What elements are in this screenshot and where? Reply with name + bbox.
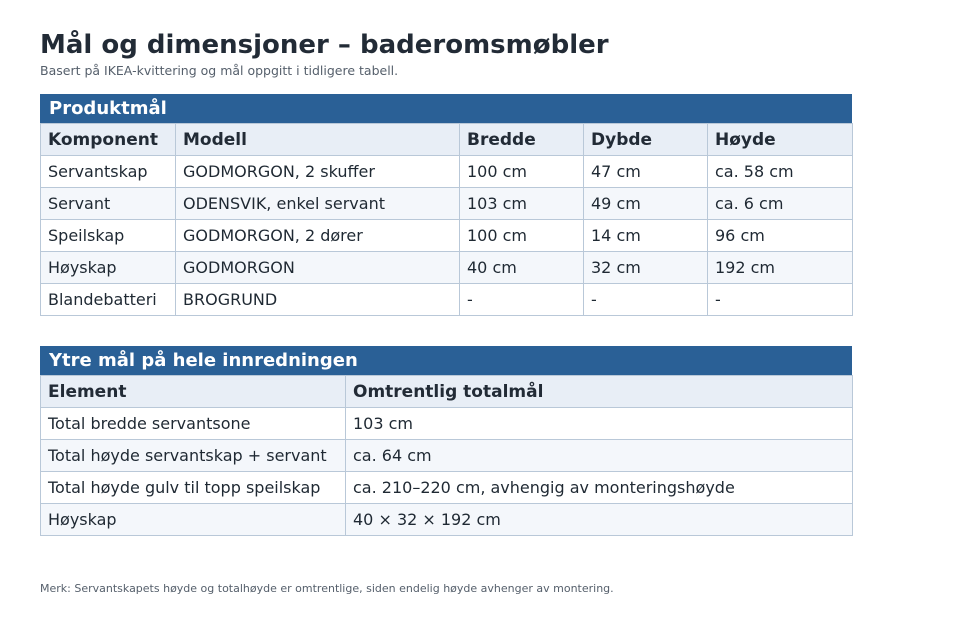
total-dimensions-table	[40, 375, 853, 536]
table-header-row	[41, 124, 853, 156]
column-header: Modell	[176, 124, 460, 156]
table-row	[41, 156, 853, 188]
table-cell: -	[584, 284, 708, 316]
table-cell: ca. 210–220 cm, avhengig av monteringshøyde	[346, 472, 853, 504]
table-cell: 192 cm	[708, 252, 853, 284]
section-title-total: Ytre mål på hele innredningen	[40, 346, 852, 375]
column-header: Bredde	[460, 124, 584, 156]
table-cell: GODMORGON, 2 skuffer	[176, 156, 460, 188]
table-header-row	[41, 376, 853, 408]
table-cell: 96 cm	[708, 220, 853, 252]
table-cell: 100 cm	[460, 220, 584, 252]
table-cell: 14 cm	[584, 220, 708, 252]
table-cell: Total bredde servantsone	[41, 408, 346, 440]
table-row	[41, 252, 853, 284]
page-subtitle: Basert på IKEA-kvittering og mål oppgitt i tidligere tabell.	[40, 63, 399, 78]
table-cell: -	[708, 284, 853, 316]
column-header: Dybde	[584, 124, 708, 156]
table-row	[41, 440, 853, 472]
table-row	[41, 408, 853, 440]
table-cell: ca. 6 cm	[708, 188, 853, 220]
table-cell: GODMORGON	[176, 252, 460, 284]
table-row	[41, 472, 853, 504]
table-cell: Total høyde gulv til topp speilskap	[41, 472, 346, 504]
table-cell: 103 cm	[460, 188, 584, 220]
total-dimensions-section	[40, 346, 852, 536]
table-cell: 100 cm	[460, 156, 584, 188]
column-header: Element	[41, 376, 346, 408]
table-cell: 47 cm	[584, 156, 708, 188]
table-cell: Høyskap	[41, 252, 176, 284]
table-row	[41, 504, 853, 536]
page-title: Mål og dimensjoner – baderomsmøbler	[40, 30, 609, 60]
table-cell: -	[460, 284, 584, 316]
table-cell: 103 cm	[346, 408, 853, 440]
footnote: Merk: Servantskapets høyde og totalhøyde er omtrentlige, siden endelig høyde avhenger av montering.	[40, 582, 614, 595]
table-cell: Speilskap	[41, 220, 176, 252]
table-cell: Servant	[41, 188, 176, 220]
document-page	[40, 28, 852, 536]
table-row	[41, 284, 853, 316]
table-cell: 32 cm	[584, 252, 708, 284]
table-cell: Blandebatteri	[41, 284, 176, 316]
table-cell: ca. 64 cm	[346, 440, 853, 472]
table-cell: 40 cm	[460, 252, 584, 284]
table-cell: Høyskap	[41, 504, 346, 536]
table-cell: ca. 58 cm	[708, 156, 853, 188]
table-row	[41, 188, 853, 220]
table-row	[41, 220, 853, 252]
table-cell: 40 × 32 × 192 cm	[346, 504, 853, 536]
table-cell: GODMORGON, 2 dører	[176, 220, 460, 252]
section-title-product: Produktmål	[40, 94, 852, 123]
table-cell: Total høyde servantskap + servant	[41, 440, 346, 472]
table-cell: Servantskap	[41, 156, 176, 188]
column-header: Høyde	[708, 124, 853, 156]
column-header: Omtrentlig totalmål	[346, 376, 853, 408]
column-header: Komponent	[41, 124, 176, 156]
table-cell: 49 cm	[584, 188, 708, 220]
table-cell: ODENSVIK, enkel servant	[176, 188, 460, 220]
product-dimensions-section	[40, 94, 852, 316]
table-cell: BROGRUND	[176, 284, 460, 316]
product-dimensions-table	[40, 123, 853, 316]
